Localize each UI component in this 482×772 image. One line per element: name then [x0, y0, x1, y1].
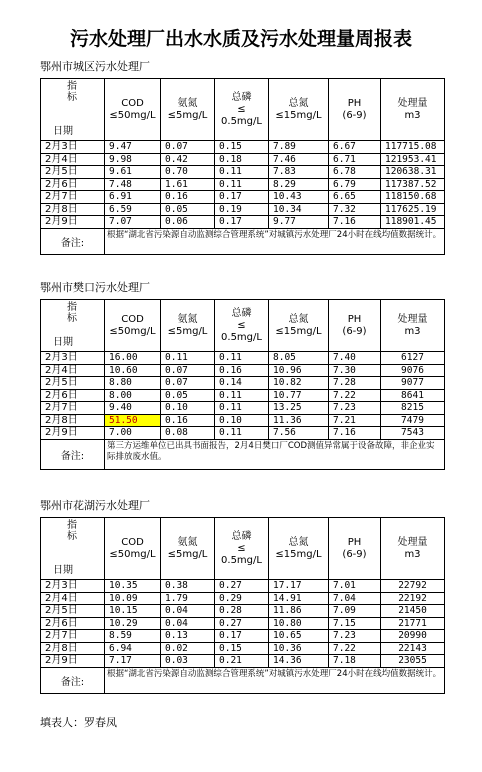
header-col-mid: ≤	[237, 542, 246, 554]
value-cell: 0.11	[161, 352, 215, 365]
value-cell: 118150.68	[381, 191, 445, 204]
header-col-2	[161, 300, 215, 352]
note-text: 第三方运维单位已出具书面报告，2月4日樊口厂COD测值异常属于设备故障，非企业实际排放废水值。	[105, 439, 445, 469]
value-cell: 0.04	[161, 617, 215, 630]
header-col-mid: ≤	[237, 319, 246, 331]
value-cell: 0.15	[215, 141, 269, 154]
value-cell: 0.10	[215, 414, 269, 427]
header-col-4	[269, 79, 329, 141]
value-cell: 0.19	[215, 203, 269, 216]
value-cell: 0.16	[161, 191, 215, 204]
header-col-name: 总氮	[288, 97, 309, 109]
value-cell: 7.16	[329, 216, 381, 229]
header-col-name: 总磷	[231, 307, 252, 319]
value-cell: 22143	[381, 642, 445, 655]
value-cell: 20990	[381, 630, 445, 643]
date-cell: 2月6日	[41, 389, 105, 402]
value-cell: 10.96	[269, 364, 329, 377]
table-row	[41, 389, 445, 402]
header-col-limit: ≤5mg/L	[167, 548, 208, 560]
date-cell: 2月8日	[41, 203, 105, 216]
header-col-limit: m3	[404, 109, 421, 121]
value-cell: 8641	[381, 389, 445, 402]
header-col-2	[161, 518, 215, 580]
note-text: 根据“湖北省污染源自动监测综合管理系统”对城镇污水处理厂24小时在线均值数据统计。	[105, 228, 445, 254]
value-cell: 11.86	[269, 605, 329, 618]
value-cell: 9.61	[105, 166, 161, 179]
header-col-name: 总氮	[288, 536, 309, 548]
value-cell: 0.02	[161, 642, 215, 655]
table-row	[41, 414, 445, 427]
value-cell: 117625.19	[381, 203, 445, 216]
value-cell: 7.04	[329, 592, 381, 605]
note-row	[41, 228, 445, 254]
quality-table-1	[40, 78, 445, 255]
value-cell: 10.65	[269, 630, 329, 643]
header-col-limit: ≤15mg/L	[275, 325, 322, 337]
note-label: 备注:	[41, 228, 105, 254]
header-col-limit: (6-9)	[342, 109, 367, 121]
header-corner	[41, 79, 105, 141]
table-row	[41, 141, 445, 154]
value-cell: 8215	[381, 402, 445, 415]
date-cell: 2月5日	[41, 605, 105, 618]
value-cell: 0.16	[215, 364, 269, 377]
value-cell: 16.00	[105, 352, 161, 365]
corner-label-date: 日期	[53, 337, 73, 348]
value-cell: 0.11	[215, 352, 269, 365]
value-cell: 117715.08	[381, 141, 445, 154]
table-row	[41, 377, 445, 390]
value-cell: 7.28	[329, 377, 381, 390]
value-cell: 10.35	[105, 580, 161, 593]
header-col-3	[215, 518, 269, 580]
header-col-name: COD	[121, 536, 144, 548]
value-cell: 10.29	[105, 617, 161, 630]
header-corner	[41, 518, 105, 580]
corner-label-top: 指	[67, 302, 77, 313]
value-cell: 7.00	[105, 427, 161, 440]
header-col-limit: ≤50mg/L	[109, 109, 156, 121]
corner-label-date: 日期	[53, 565, 73, 576]
value-cell: 7.48	[105, 178, 161, 191]
header-col-5	[329, 300, 381, 352]
header-col-limit: 0.5mg/L	[221, 554, 262, 566]
header-col-name: 总磷	[231, 530, 252, 542]
header-col-limit: (6-9)	[342, 325, 367, 337]
value-cell: 17.17	[269, 580, 329, 593]
header-col-6	[381, 518, 445, 580]
header-col-name: 处理量	[397, 536, 428, 548]
value-cell: 0.38	[161, 580, 215, 593]
value-cell: 1.61	[161, 178, 215, 191]
value-cell: 7.56	[269, 427, 329, 440]
value-cell: 0.70	[161, 166, 215, 179]
value-cell: 0.17	[215, 191, 269, 204]
header-col-limit: m3	[404, 325, 421, 337]
value-cell: 0.17	[215, 630, 269, 643]
value-cell: 0.42	[161, 153, 215, 166]
header-col-1	[105, 518, 161, 580]
table-row	[41, 364, 445, 377]
value-cell: 7.23	[329, 630, 381, 643]
date-cell: 2月9日	[41, 216, 105, 229]
header-col-limit: ≤50mg/L	[109, 548, 156, 560]
value-cell: 120638.31	[381, 166, 445, 179]
date-cell: 2月5日	[41, 166, 105, 179]
header-col-name: 处理量	[397, 97, 428, 109]
value-cell: 7.30	[329, 364, 381, 377]
value-cell: 9076	[381, 364, 445, 377]
value-cell: 0.15	[215, 642, 269, 655]
value-cell: 0.06	[161, 216, 215, 229]
table-row	[41, 166, 445, 179]
note-label: 备注:	[41, 439, 105, 469]
value-cell: 7.40	[329, 352, 381, 365]
value-cell: 7.17	[105, 655, 161, 668]
table-row	[41, 203, 445, 216]
value-cell: 7.46	[269, 153, 329, 166]
value-cell: 11.36	[269, 414, 329, 427]
value-cell: 51.50	[105, 414, 161, 427]
value-cell: 0.04	[161, 605, 215, 618]
header-corner	[41, 300, 105, 352]
value-cell: 8.80	[105, 377, 161, 390]
value-cell: 10.82	[269, 377, 329, 390]
value-cell: 0.27	[215, 580, 269, 593]
header-col-1	[105, 79, 161, 141]
header-col-name: 氨氮	[177, 97, 198, 109]
plant-name-1: 鄂州市城区污水处理厂	[40, 60, 150, 73]
header-col-limit: 0.5mg/L	[221, 115, 262, 127]
corner-label-top: 指	[67, 81, 77, 92]
header-col-limit: ≤5mg/L	[167, 325, 208, 337]
header-col-6	[381, 79, 445, 141]
header-col-name: 总磷	[231, 91, 252, 103]
value-cell: 9.40	[105, 402, 161, 415]
value-cell: 8.00	[105, 389, 161, 402]
date-cell: 2月7日	[41, 191, 105, 204]
table-row	[41, 592, 445, 605]
header-col-name: 氨氮	[177, 313, 198, 325]
value-cell: 0.27	[215, 617, 269, 630]
corner-label-date: 日期	[53, 126, 73, 137]
header-col-2	[161, 79, 215, 141]
value-cell: 0.29	[215, 592, 269, 605]
date-cell: 2月7日	[41, 630, 105, 643]
date-cell: 2月4日	[41, 153, 105, 166]
date-cell: 2月6日	[41, 178, 105, 191]
date-cell: 2月8日	[41, 642, 105, 655]
value-cell: 21450	[381, 605, 445, 618]
header-col-name: PH	[347, 313, 362, 325]
corner-label-mid: 标	[67, 531, 77, 542]
value-cell: 6.91	[105, 191, 161, 204]
value-cell: 6.71	[329, 153, 381, 166]
note-row	[41, 667, 445, 693]
table-row	[41, 216, 445, 229]
value-cell: 10.60	[105, 364, 161, 377]
value-cell: 0.08	[161, 427, 215, 440]
header-col-limit: ≤5mg/L	[167, 109, 208, 121]
date-cell: 2月3日	[41, 141, 105, 154]
value-cell: 10.34	[269, 203, 329, 216]
header-col-limit: ≤15mg/L	[275, 548, 322, 560]
header-col-3	[215, 300, 269, 352]
value-cell: 0.13	[161, 630, 215, 643]
value-cell: 117387.52	[381, 178, 445, 191]
note-row	[41, 439, 445, 469]
header-col-5	[329, 518, 381, 580]
value-cell: 0.07	[161, 364, 215, 377]
value-cell: 118901.45	[381, 216, 445, 229]
header-col-6	[381, 300, 445, 352]
table-row	[41, 655, 445, 668]
date-cell: 2月9日	[41, 655, 105, 668]
value-cell: 0.07	[161, 377, 215, 390]
note-text: 根据“湖北省污染源自动监测综合管理系统”对城镇污水处理厂24小时在线均值数据统计。	[105, 667, 445, 693]
value-cell: 6.59	[105, 203, 161, 216]
value-cell: 9077	[381, 377, 445, 390]
header-col-1	[105, 300, 161, 352]
value-cell: 7.16	[329, 427, 381, 440]
header-col-name: COD	[121, 313, 144, 325]
value-cell: 0.11	[215, 178, 269, 191]
value-cell: 9.98	[105, 153, 161, 166]
table-row	[41, 642, 445, 655]
plant-name-3: 鄂州市花湖污水处理厂	[40, 499, 150, 512]
value-cell: 10.77	[269, 389, 329, 402]
quality-table-2	[40, 299, 445, 470]
note-label: 备注:	[41, 667, 105, 693]
value-cell: 7.15	[329, 617, 381, 630]
value-cell: 22792	[381, 580, 445, 593]
value-cell: 6.94	[105, 642, 161, 655]
page-title: 污水处理厂出水水质及污水处理量周报表	[69, 28, 412, 50]
header-col-mid: ≤	[237, 103, 246, 115]
header-col-name: COD	[121, 97, 144, 109]
plant-name-2: 鄂州市樊口污水处理厂	[40, 281, 150, 294]
date-cell: 2月4日	[41, 364, 105, 377]
header-col-name: PH	[347, 97, 362, 109]
value-cell: 7.22	[329, 642, 381, 655]
filler-line: 填表人：罗春凤	[40, 716, 117, 729]
header-col-4	[269, 300, 329, 352]
value-cell: 7.21	[329, 414, 381, 427]
value-cell: 13.25	[269, 402, 329, 415]
table-row	[41, 605, 445, 618]
value-cell: 7.01	[329, 580, 381, 593]
value-cell: 0.11	[215, 389, 269, 402]
value-cell: 23055	[381, 655, 445, 668]
value-cell: 1.79	[161, 592, 215, 605]
value-cell: 0.17	[215, 216, 269, 229]
value-cell: 0.16	[161, 414, 215, 427]
value-cell: 121953.41	[381, 153, 445, 166]
value-cell: 6.78	[329, 166, 381, 179]
header-col-name: 总氮	[288, 313, 309, 325]
value-cell: 7.22	[329, 389, 381, 402]
value-cell: 6127	[381, 352, 445, 365]
header-col-5	[329, 79, 381, 141]
value-cell: 6.79	[329, 178, 381, 191]
header-col-name: 处理量	[397, 313, 428, 325]
corner-label-mid: 标	[67, 313, 77, 324]
value-cell: 0.28	[215, 605, 269, 618]
value-cell: 10.15	[105, 605, 161, 618]
value-cell: 14.36	[269, 655, 329, 668]
value-cell: 10.36	[269, 642, 329, 655]
value-cell: 7.07	[105, 216, 161, 229]
corner-label-mid: 标	[67, 92, 77, 103]
date-cell: 2月3日	[41, 580, 105, 593]
header-col-4	[269, 518, 329, 580]
value-cell: 7.18	[329, 655, 381, 668]
table-row	[41, 153, 445, 166]
table-row	[41, 630, 445, 643]
value-cell: 8.05	[269, 352, 329, 365]
value-cell: 7.89	[269, 141, 329, 154]
corner-label-top: 指	[67, 520, 77, 531]
value-cell: 7543	[381, 427, 445, 440]
value-cell: 0.11	[215, 427, 269, 440]
value-cell: 0.18	[215, 153, 269, 166]
table-row	[41, 191, 445, 204]
value-cell: 14.91	[269, 592, 329, 605]
date-cell: 2月5日	[41, 377, 105, 390]
value-cell: 10.80	[269, 617, 329, 630]
header-col-name: 氨氮	[177, 536, 198, 548]
table-row	[41, 352, 445, 365]
value-cell: 6.65	[329, 191, 381, 204]
date-cell: 2月4日	[41, 592, 105, 605]
value-cell: 22192	[381, 592, 445, 605]
header-col-limit: (6-9)	[342, 548, 367, 560]
value-cell: 7479	[381, 414, 445, 427]
table-row	[41, 402, 445, 415]
quality-table-3	[40, 517, 445, 694]
header-col-3	[215, 79, 269, 141]
value-cell: 0.14	[215, 377, 269, 390]
value-cell: 6.67	[329, 141, 381, 154]
value-cell: 9.47	[105, 141, 161, 154]
table-row	[41, 427, 445, 440]
value-cell: 7.83	[269, 166, 329, 179]
date-cell: 2月3日	[41, 352, 105, 365]
header-col-name: PH	[347, 536, 362, 548]
date-cell: 2月8日	[41, 414, 105, 427]
value-cell: 0.11	[215, 166, 269, 179]
date-cell: 2月6日	[41, 617, 105, 630]
value-cell: 21771	[381, 617, 445, 630]
value-cell: 7.32	[329, 203, 381, 216]
value-cell: 0.10	[161, 402, 215, 415]
header-col-limit: m3	[404, 548, 421, 560]
value-cell: 10.09	[105, 592, 161, 605]
table-row	[41, 617, 445, 630]
value-cell: 0.11	[215, 402, 269, 415]
date-cell: 2月7日	[41, 402, 105, 415]
value-cell: 10.43	[269, 191, 329, 204]
value-cell: 0.03	[161, 655, 215, 668]
value-cell: 8.29	[269, 178, 329, 191]
value-cell: 9.77	[269, 216, 329, 229]
value-cell: 7.23	[329, 402, 381, 415]
header-col-limit: 0.5mg/L	[221, 331, 262, 343]
table-row	[41, 178, 445, 191]
value-cell: 0.05	[161, 389, 215, 402]
header-col-limit: ≤50mg/L	[109, 325, 156, 337]
value-cell: 8.59	[105, 630, 161, 643]
date-cell: 2月9日	[41, 427, 105, 440]
table-row	[41, 580, 445, 593]
value-cell: 0.07	[161, 141, 215, 154]
header-col-limit: ≤15mg/L	[275, 109, 322, 121]
value-cell: 7.09	[329, 605, 381, 618]
value-cell: 0.05	[161, 203, 215, 216]
value-cell: 0.21	[215, 655, 269, 668]
